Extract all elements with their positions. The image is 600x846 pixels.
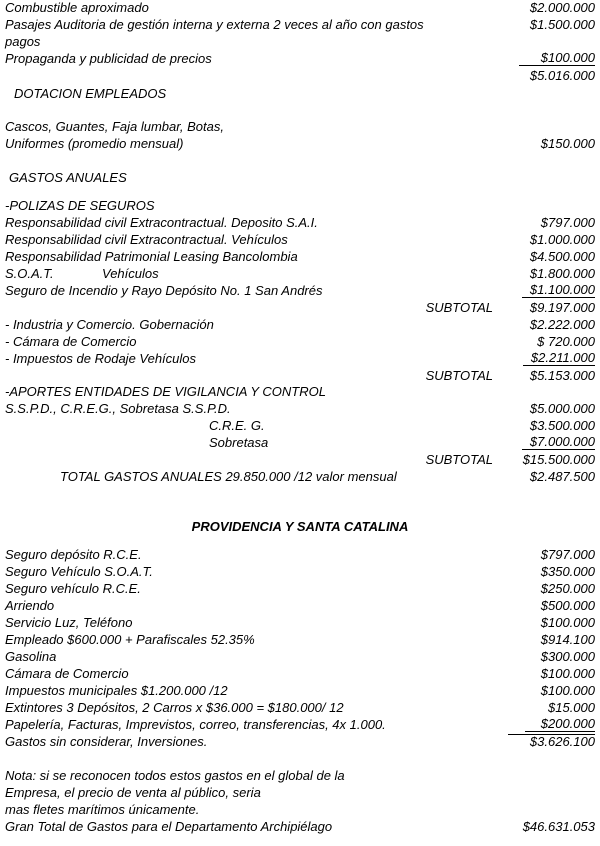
row-label: Responsabilidad civil Extracontractual. Vehículos [5, 232, 288, 247]
subtotal-row [0, 68, 600, 84]
row-amount: $3.500.000 [529, 418, 595, 433]
dotacion-line [0, 119, 600, 135]
providencia-row [0, 734, 600, 750]
providencia-row [0, 598, 600, 614]
row-label: Gastos sin considerar, Inversiones. [5, 734, 208, 749]
row-label: pagos [5, 34, 41, 49]
subtotal-row [0, 452, 600, 468]
expense-row [0, 34, 600, 50]
row-amount: $200.000 [525, 717, 595, 732]
row-label: Empleado $600.000 + Parafiscales 52.35% [5, 632, 255, 647]
row-label: - Impuestos de Rodaje Vehículos [5, 351, 197, 366]
poliza-row [0, 266, 600, 282]
nota-line [0, 802, 600, 818]
row-amount: $ 720.000 [537, 334, 595, 349]
subsection-heading [0, 384, 600, 400]
providencia-title: PROVIDENCIA Y SANTA CATALINA [191, 519, 409, 534]
nota-line [0, 768, 600, 784]
aporte-row [0, 435, 600, 451]
nota-line3: mas fletes marítimos únicamente. [5, 802, 200, 817]
row-label: - Industria y Comercio. Gobernación [5, 317, 214, 332]
poliza-row [0, 249, 600, 265]
row-amount: $914.100 [540, 632, 595, 647]
providencia-row [0, 615, 600, 631]
subtotal-label: SUBTOTAL [425, 300, 493, 315]
row-label: Arriendo [5, 598, 55, 613]
aporte-row [0, 401, 600, 417]
nota-line1: Nota: si se reconocen todos estos gastos en el global de la [5, 768, 345, 783]
row-amount: $250.000 [540, 581, 595, 596]
subtotal-row [0, 368, 600, 384]
row-amount: $15.000 [548, 700, 595, 715]
row-label: Seguro vehículo R.C.E. [5, 581, 141, 596]
row-amount: $500.000 [540, 598, 595, 613]
poliza-row [0, 283, 600, 299]
row-label: S.S.P.D., C.R.E.G., Sobretasa S.S.P.D. [5, 401, 231, 416]
row-amount: $2.211.000 [523, 351, 595, 366]
subtotal-label: SUBTOTAL [425, 452, 493, 467]
row-label: Impuestos municipales $1.200.000 /12 [5, 683, 228, 698]
providencia-row [0, 632, 600, 648]
gastos-anuales-heading: GASTOS ANUALES [9, 170, 127, 185]
row-label: Seguro depósito R.C.E. [5, 547, 142, 562]
impuesto-row [0, 317, 600, 333]
row-label: S.O.A.T. [5, 266, 54, 281]
row-amount: $7.000.000 [522, 435, 595, 450]
providencia-row [0, 666, 600, 682]
total-row [0, 469, 600, 485]
providencia-row [0, 581, 600, 597]
grand-total-label: Gran Total de Gastos para el Departamento Archipiélago [5, 819, 333, 834]
row-amount: $100.000 [519, 51, 595, 66]
row-amount: $350.000 [540, 564, 595, 579]
providencia-row [0, 717, 600, 733]
impuesto-row [0, 334, 600, 350]
row-amount: $5.000.000 [529, 401, 595, 416]
subtotal-amount: $5.153.000 [529, 368, 595, 383]
nota-line [0, 785, 600, 801]
dotacion-line2: Uniformes (promedio mensual) [5, 136, 184, 151]
providencia-row [0, 700, 600, 716]
row-amount: $100.000 [540, 683, 595, 698]
expense-row [0, 51, 600, 67]
expense-row [0, 17, 600, 33]
poliza-row [0, 232, 600, 248]
providencia-row [0, 564, 600, 580]
row-label: Sobretasa [209, 435, 269, 450]
polizas-heading: -POLIZAS DE SEGUROS [5, 198, 155, 213]
row-amount: $4.500.000 [529, 249, 595, 264]
subtotal-amount: $5.016.000 [529, 68, 595, 83]
poliza-row [0, 215, 600, 231]
row-label: Extintores 3 Depósitos, 2 Carros x $36.000 = $180.000/ 12 [5, 700, 344, 715]
providencia-row [0, 547, 600, 563]
row-label: Seguro de Incendio y Rayo Depósito No. 1 San Andrés [5, 283, 323, 298]
row-label: Pasajes Auditoria de gestión interna y externa 2 veces al año con gastos [5, 17, 424, 32]
row-amount: $1.100.000 [522, 283, 595, 298]
dotacion-line1: Cascos, Guantes, Faja lumbar, Botas, [5, 119, 224, 134]
providencia-row [0, 683, 600, 699]
row-label: Responsabilidad Patrimonial Leasing Bancolombia [5, 249, 298, 264]
row-amount: $1.800.000 [529, 266, 595, 281]
row-amount: $100.000 [540, 666, 595, 681]
row-label: Cámara de Comercio [5, 666, 129, 681]
row-amount: $2.000.000 [529, 0, 595, 15]
dotacion-heading: DOTACION EMPLEADOS [14, 86, 167, 101]
dotacion-row [0, 136, 600, 152]
aporte-row [0, 418, 600, 434]
row-label: - Cámara de Comercio [5, 334, 137, 349]
row-label: Propaganda y publicidad de precios [5, 51, 212, 66]
row-amount: $797.000 [540, 547, 595, 562]
row-label-secondary: Vehículos [102, 266, 159, 281]
grand-total-row [0, 819, 600, 835]
dotacion-amount: $150.000 [540, 136, 595, 151]
row-amount: $3.626.100 [508, 734, 595, 749]
row-label: Papelería, Facturas, Imprevistos, correo, transferencias, 4x 1.000. [5, 717, 386, 732]
row-label: Responsabilidad civil Extracontractual. Deposito S.A.I. [5, 215, 318, 230]
grand-total-amount: $46.631.053 [522, 819, 595, 834]
row-label: Combustible aproximado [5, 0, 149, 15]
row-amount: $797.000 [540, 215, 595, 230]
row-label: Servicio Luz, Teléfono [5, 615, 133, 630]
subtotal-row [0, 300, 600, 316]
section-heading [0, 86, 600, 102]
row-amount: $100.000 [540, 615, 595, 630]
row-amount: $2.222.000 [529, 317, 595, 332]
total-label: TOTAL GASTOS ANUALES 29.850.000 /12 valor mensual [60, 469, 397, 484]
section-heading [0, 170, 600, 186]
nota-line2: Empresa, el precio de venta al público, seria [5, 785, 261, 800]
row-amount: $300.000 [540, 649, 595, 664]
aportes-heading: -APORTES ENTIDADES DE VIGILANCIA Y CONTROL [5, 384, 326, 399]
row-label: Seguro Vehículo S.O.A.T. [5, 564, 153, 579]
row-amount: $1.500.000 [529, 17, 595, 32]
total-amount: $2.487.500 [529, 469, 595, 484]
impuesto-row [0, 351, 600, 367]
row-amount: $1.000.000 [529, 232, 595, 247]
subsection-heading [0, 198, 600, 214]
subtotal-amount: $9.197.000 [529, 300, 595, 315]
row-label: C.R.E. G. [209, 418, 265, 433]
providencia-row [0, 649, 600, 665]
expense-row [0, 0, 600, 16]
subtotal-label: SUBTOTAL [425, 368, 493, 383]
subtotal-amount: $15.500.000 [522, 452, 595, 467]
row-label: Gasolina [5, 649, 57, 664]
